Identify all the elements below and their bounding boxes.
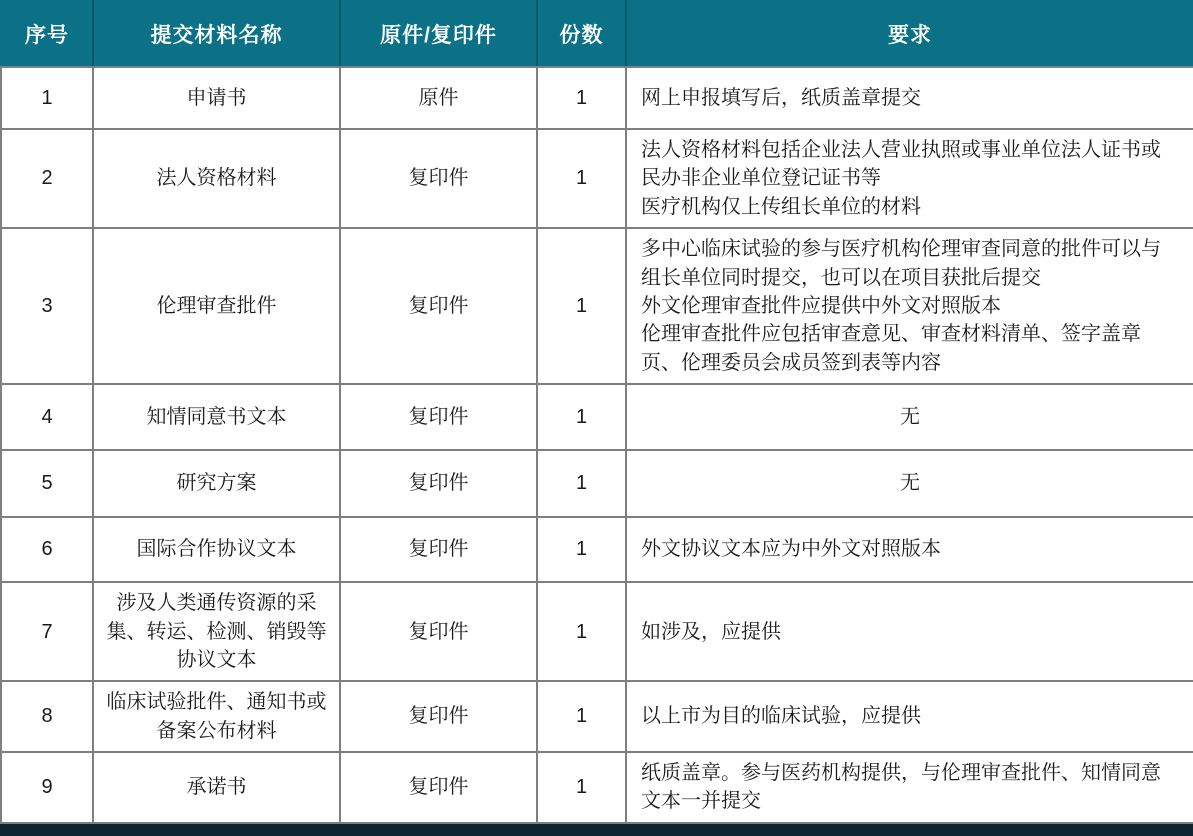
requirement-cell: [626, 752, 1193, 823]
requirement-cell: [626, 228, 1193, 384]
material-name-cell: 研究方案: [93, 450, 340, 517]
requirement-cell: [626, 450, 1193, 517]
requirement-cell: [626, 517, 1193, 582]
row-number-cell: 8: [1, 681, 93, 752]
original-or-copy-cell: 复印件: [340, 129, 537, 228]
original-or-copy-cell: 原件: [340, 67, 537, 129]
copies-count-cell: 1: [537, 517, 626, 582]
table-row: [1, 517, 1193, 582]
requirement-line: 外文伦理审查批件应提供中外文对照版本: [641, 294, 1001, 317]
material-name-cell: 申请书: [93, 67, 340, 129]
original-or-copy-cell: 复印件: [340, 384, 537, 450]
copies-count-cell: 1: [537, 228, 626, 384]
table-header: [1, 1, 1193, 67]
row-number-cell: 3: [1, 228, 93, 384]
requirement-cell: [626, 67, 1193, 129]
requirement-line: 多中心临床试验的参与医疗机构伦理审查同意的批件可以与组长单位同时提交，也可以在项目获批后提交: [641, 238, 1161, 289]
footer-accent-bar: [0, 824, 1193, 836]
material-name-cell: 涉及人类通传资源的采集、转运、检测、销毁等协议文本: [93, 582, 340, 681]
row-number-cell: 1: [1, 67, 93, 129]
material-name-cell: 临床试验批件、通知书或备案公布材料: [93, 681, 340, 752]
requirement-line: 无: [900, 405, 920, 428]
requirement-line: 法人资格材料包括企业法人营业执照或事业单位法人证书或民办非企业单位登记证书等: [641, 139, 1161, 190]
original-or-copy-cell: 复印件: [340, 752, 537, 823]
copies-count-cell: 1: [537, 752, 626, 823]
requirement-line: 无: [900, 472, 920, 495]
copies-count-cell: 1: [537, 450, 626, 517]
table-row: [1, 67, 1193, 129]
row-number-cell: 4: [1, 384, 93, 450]
original-or-copy-cell: 复印件: [340, 228, 537, 384]
copies-count-cell: 1: [537, 67, 626, 129]
material-name-cell: 承诺书: [93, 752, 340, 823]
requirement-cell: [626, 129, 1193, 228]
header-cell-name: 提交材料名称: [93, 1, 340, 67]
material-name-cell: 法人资格材料: [93, 129, 340, 228]
table-row: [1, 752, 1193, 823]
table-row: [1, 129, 1193, 228]
copies-count-cell: 1: [537, 129, 626, 228]
material-name-cell: 知情同意书文本: [93, 384, 340, 450]
copies-count-cell: 1: [537, 681, 626, 752]
original-or-copy-cell: 复印件: [340, 681, 537, 752]
requirement-line: 如涉及，应提供: [641, 620, 781, 643]
requirement-line: 以上市为目的临床试验，应提供: [641, 705, 921, 728]
table-row: [1, 228, 1193, 384]
original-or-copy-cell: 复印件: [340, 450, 537, 517]
material-name-cell: 国际合作协议文本: [93, 517, 340, 582]
material-table-body: [1, 67, 1193, 823]
row-number-cell: 7: [1, 582, 93, 681]
requirement-line: 医疗机构仅上传组长单位的材料: [641, 195, 921, 218]
header-cell-copies: 份数: [537, 1, 626, 67]
row-number-cell: 2: [1, 129, 93, 228]
row-number-cell: 5: [1, 450, 93, 517]
requirement-cell: [626, 582, 1193, 681]
requirement-cell: [626, 384, 1193, 450]
original-or-copy-cell: 复印件: [340, 582, 537, 681]
row-number-cell: 6: [1, 517, 93, 582]
row-number-cell: 9: [1, 752, 93, 823]
header-row: [1, 1, 1193, 67]
copies-count-cell: 1: [537, 384, 626, 450]
requirement-line: 外文协议文本应为中外文对照版本: [641, 538, 941, 561]
table-row: [1, 582, 1193, 681]
requirement-line: 纸质盖章。参与医药机构提供，与伦理审查批件、知情同意文本一并提交: [641, 762, 1161, 813]
requirement-line: 网上申报填写后，纸质盖章提交: [641, 86, 921, 109]
table-row: [1, 450, 1193, 517]
original-or-copy-cell: 复印件: [340, 517, 537, 582]
material-name-cell: 伦理审查批件: [93, 228, 340, 384]
header-cell-type: 原件/复印件: [340, 1, 537, 67]
header-cell-req: 要求: [626, 1, 1193, 67]
table-row: [1, 384, 1193, 450]
copies-count-cell: 1: [537, 582, 626, 681]
requirement-line: 伦理审查批件应包括审查意见、审查材料清单、签字盖章页、伦理委员会成员签到表等内容: [641, 323, 1141, 374]
header-cell-no: 序号: [1, 1, 93, 67]
table-row: [1, 681, 1193, 752]
requirement-cell: [626, 681, 1193, 752]
